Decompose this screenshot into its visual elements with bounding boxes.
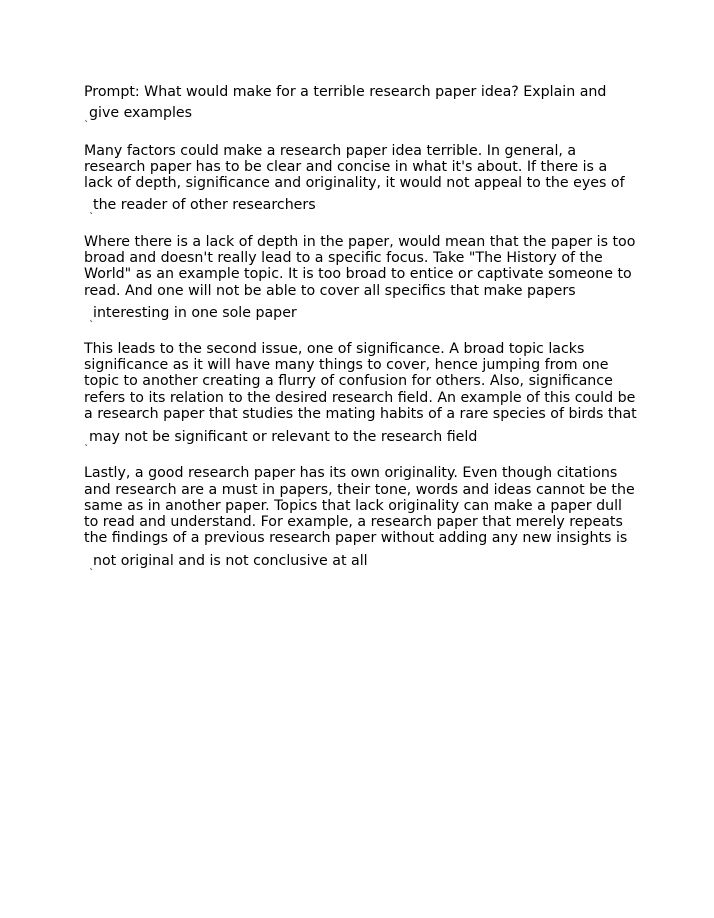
paragraph-tail: may not be significant or relevant to the research field — [89, 429, 478, 445]
line-tick-mark: ˛ — [89, 561, 94, 571]
prompt-line: Prompt: What would make for a terrible research paper idea? Explain and — [84, 84, 607, 100]
paragraph-line: significance as it will have many things to cover, hence jumping from one — [84, 357, 609, 373]
paragraph-line: Many factors could make a research paper idea terrible. In general, a — [84, 143, 577, 159]
paragraph-line: World" as an example topic. It is too broad to entice or captivate someone to — [84, 266, 632, 282]
paragraph-line: read. And one will not be able to cover all specifics that make papers — [84, 283, 576, 299]
paragraph-line: research paper has to be clear and concise in what it's about. If there is a — [84, 159, 608, 175]
paragraph-line: and research are a must in papers, their tone, words and ideas cannot be the — [84, 482, 635, 498]
prompt-tail: give examples — [89, 105, 193, 121]
paragraph-tail: not original and is not conclusive at all — [93, 553, 368, 569]
line-tick-mark: ˛ — [84, 113, 89, 123]
paragraph-line: to read and understand. For example, a research paper that merely repeats — [84, 514, 623, 530]
paragraph-line: a research paper that studies the mating habits of a rare species of birds that — [84, 406, 637, 422]
paragraph-line: lack of depth, significance and originality, it would not appeal to the eyes of — [84, 175, 625, 191]
paragraph-line: broad and doesn't really lead to a specific focus. Take "The History of the — [84, 250, 603, 266]
paragraph-line: Where there is a lack of depth in the paper, would mean that the paper is too — [84, 234, 636, 250]
paragraph-line: Lastly, a good research paper has its own originality. Even though citations — [84, 465, 618, 481]
paragraph-line: topic to another creating a flurry of confusion for others. Also, significance — [84, 373, 613, 389]
paragraph-line: refers to its relation to the desired research field. An example of this could be — [84, 390, 636, 406]
line-tick-mark: ˛ — [84, 437, 89, 447]
paragraph-line: This leads to the second issue, one of significance. A broad topic lacks — [84, 341, 585, 357]
paragraph-line: same as in another paper. Topics that lack originality can make a paper dull — [84, 498, 622, 514]
paragraph-line: the findings of a previous research paper without adding any new insights is — [84, 530, 628, 546]
paragraph-tail: interesting in one sole paper — [93, 305, 297, 321]
line-tick-mark: ˛ — [89, 313, 94, 323]
paragraph-tail: the reader of other researchers — [93, 197, 316, 213]
line-tick-mark: ˛ — [89, 205, 94, 215]
